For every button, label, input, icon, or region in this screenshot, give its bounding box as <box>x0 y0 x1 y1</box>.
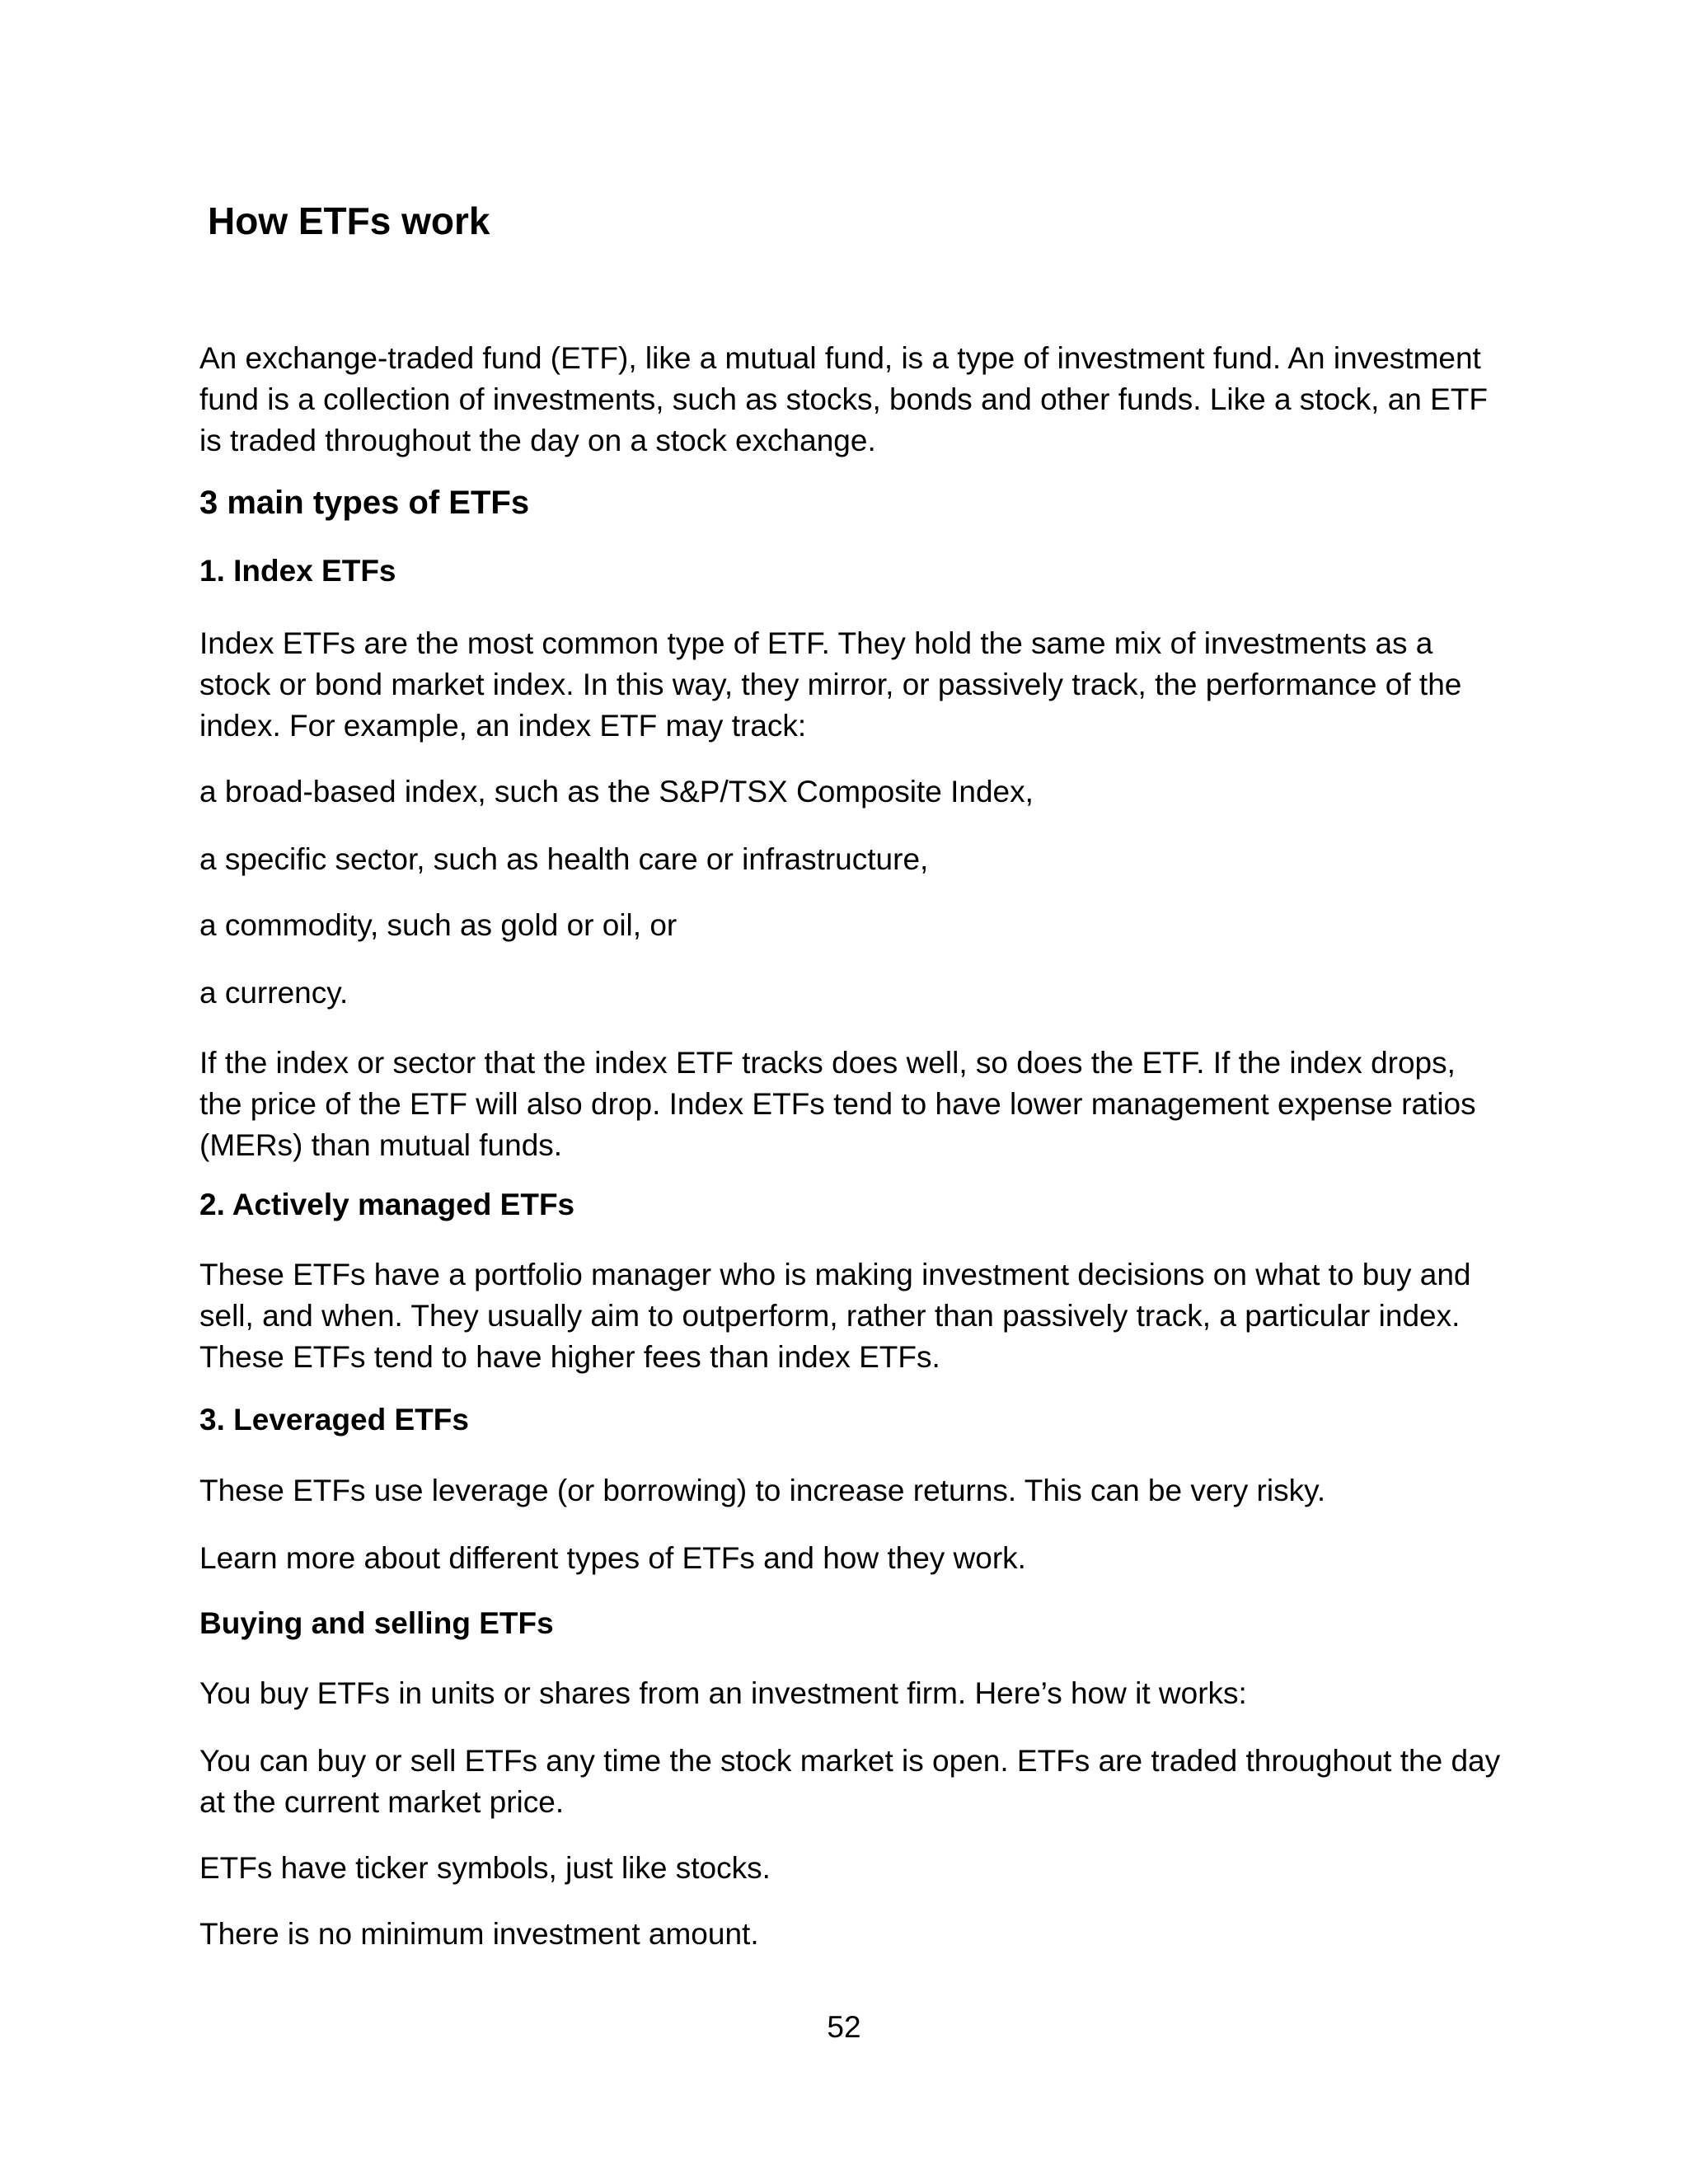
index-track-item: a specific sector, such as health care or infrastructure, <box>199 842 929 876</box>
page-number: 52 <box>827 2010 861 2044</box>
learn-more-text: Learn more about different types of ETFs and how they work. <box>199 1541 1026 1575</box>
index-track-item: a commodity, such as gold or oil, or <box>199 908 678 942</box>
index-track-item: a currency. <box>199 976 349 1010</box>
index-track-item: a broad-based index, such as the S&P/TSX Composite Index, <box>199 775 1034 808</box>
index-etfs-paragraph: Index ETFs are the most common type of ETF. They hold the same mix of investments as a stock or bond market index. In this way, they mirror, or passively track, the performance of the index. For example, an index ETF may track: <box>199 626 1462 743</box>
active-etfs-paragraph: These ETFs have a portfolio manager who is making investment decisions on what to buy and sell, and when. They usually aim to outperform, rather than passively track, a particular index. These ETFs tend to have higher fees than index ETFs. <box>199 1258 1471 1374</box>
leveraged-etfs-heading: 3. Leveraged ETFs <box>199 1403 469 1436</box>
index-etfs-paragraph-2: If the index or sector that the index ETF tracks does well, so does the ETF. If the index drops, the price of the ETF will also drop. Index ETFs tend to have lower management expense ratios (MERs) than mutual funds. <box>199 1046 1476 1162</box>
buying-item: There is no minimum investment amount. <box>199 1917 759 1951</box>
active-etfs-heading: 2. Actively managed ETFs <box>199 1188 575 1221</box>
buying-selling-paragraph: You buy ETFs in units or shares from an investment firm. Here’s how it works: <box>199 1676 1247 1710</box>
index-etfs-heading: 1. Index ETFs <box>199 554 396 588</box>
page-title: How ETFs work <box>208 199 490 242</box>
buying-item: You can buy or sell ETFs any time the stock market is open. ETFs are traded throughout the day at the current market price. <box>199 1744 1501 1819</box>
leveraged-etfs-paragraph: These ETFs use leverage (or borrowing) to increase returns. This can be very risky. <box>199 1474 1326 1507</box>
types-heading: 3 main types of ETFs <box>199 485 530 521</box>
buying-item: ETFs have ticker symbols, just like stocks. <box>199 1851 771 1885</box>
buying-selling-heading: Buying and selling ETFs <box>199 1606 554 1640</box>
intro-paragraph: An exchange-traded fund (ETF), like a mutual fund, is a type of investment fund. An investment fund is a collection of investments, such as stocks, bonds and other funds. Like a stock, an ETF is traded throughout the day on a stock exchange. <box>199 341 1489 457</box>
